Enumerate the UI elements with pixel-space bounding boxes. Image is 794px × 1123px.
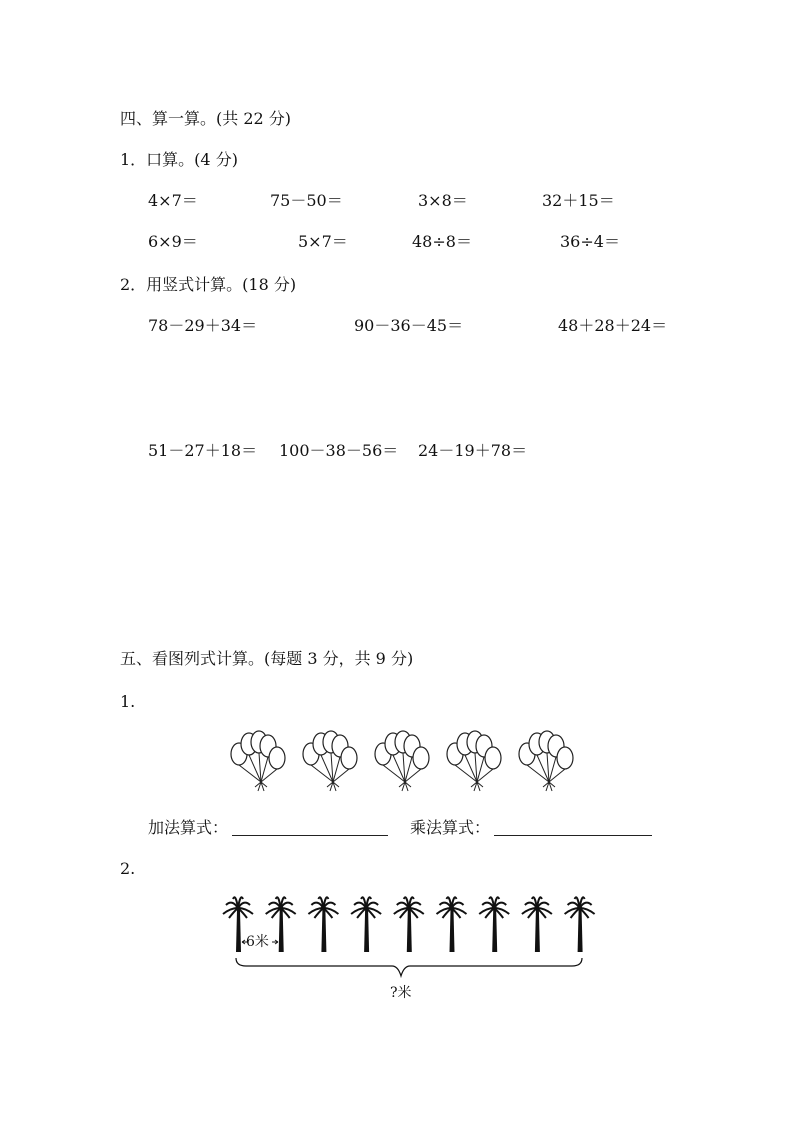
gap-distance-label: 6米 bbox=[246, 934, 269, 950]
vertical-calc-item: 48＋28＋24＝ bbox=[558, 316, 668, 335]
oral-calc-item: 32＋15＝ bbox=[542, 191, 615, 210]
total-brace bbox=[236, 958, 582, 976]
palm-tree-icon bbox=[522, 897, 552, 952]
oral-calc-item: 48÷8＝ bbox=[412, 232, 472, 251]
oral-calc-item: 5×7＝ bbox=[298, 232, 348, 251]
vertical-calc-item: 24－19＋78＝ bbox=[418, 441, 528, 460]
oral-calc-item: 75－50＝ bbox=[270, 191, 343, 210]
vertical-calc-item: 100－38－56＝ bbox=[279, 441, 399, 460]
section5-title: 五、看图列式计算。(每题 3 分，共 9 分) bbox=[120, 649, 414, 668]
palm-tree-icon bbox=[479, 897, 509, 952]
oral-calc-item: 6×9＝ bbox=[148, 232, 198, 251]
vertical-calc-item: 90－36－45＝ bbox=[354, 316, 464, 335]
oral-calc-item: 4×7＝ bbox=[148, 191, 198, 210]
addition-label: 加法算式： bbox=[148, 818, 229, 837]
palm-tree-icon bbox=[266, 897, 296, 952]
q2-label: 2．用竖式计算。(18 分) bbox=[120, 275, 297, 294]
multiplication-label: 乘法算式： bbox=[410, 818, 491, 837]
palm-tree-icon bbox=[394, 897, 424, 952]
oral-calc-item: 3×8＝ bbox=[418, 191, 468, 210]
vertical-calc-item: 78－29＋34＝ bbox=[148, 316, 258, 335]
palm-tree-icon bbox=[308, 897, 338, 952]
q1-label: 1．口算。(4 分) bbox=[120, 150, 238, 169]
total-distance-label: ?米 bbox=[390, 985, 412, 1001]
palm-tree-icon bbox=[351, 897, 381, 952]
section4-title: 四、算一算。(共 22 分) bbox=[120, 109, 292, 128]
q5-2-label: 2. bbox=[120, 859, 136, 878]
palm-tree-icon bbox=[437, 897, 467, 952]
vertical-calc-item: 51－27＋18＝ bbox=[148, 441, 258, 460]
palm-tree-icon bbox=[565, 897, 595, 952]
q5-1-label: 1. bbox=[120, 692, 136, 711]
oral-calc-item: 36÷4＝ bbox=[560, 232, 620, 251]
right-arrow-icon bbox=[272, 940, 278, 944]
